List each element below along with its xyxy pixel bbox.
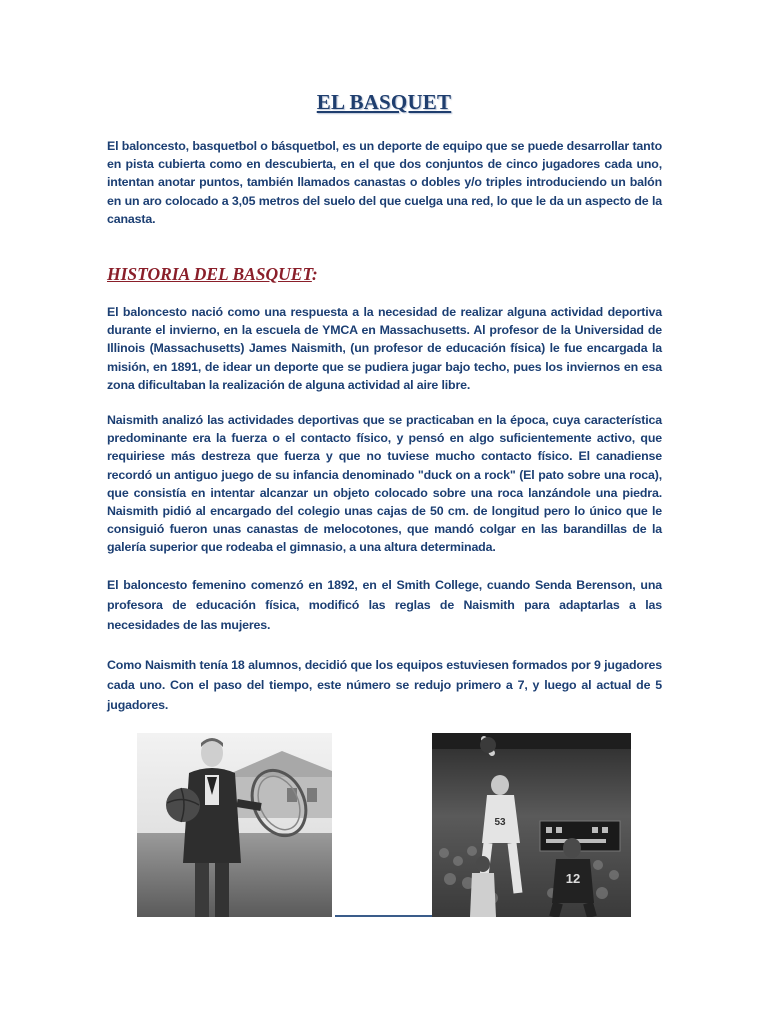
- game-photo-image: [432, 733, 631, 917]
- image-divider-line: [335, 915, 432, 917]
- history-paragraph-2: Naismith analizó las actividades deportivas que se practicaban en la época, cuya característica predominante era la fuerza o el contacto físico, y pensó en algo suficientemente activo, que requiriese más destreza que fuerza y que no tuviese mucho contacto físico. El canadiense recordó un antiguo juego de su infancia denominado "duck on a rock" (El pato sobre una roca), que consistía en intentar alcanzar un objeto colocado sobre una roca lanzándole una piedra. Naismith pidió al encargado del colegio unas cajas de 50 cm. de longitud pero lo único que le consiguió fueron unas canastas de melocotones, que mandó colgar en las barandillas de la galería superior que rodeaba el gimnasio, a una altura determinada.: [107, 413, 662, 555]
- history-heading: [107, 264, 318, 285]
- history-paragraph-4: Como Naismith tenía 18 alumnos, decidió que los equipos estuviesen formados por 9 jugadores cada uno. Con el paso del tiempo, este número se redujo primero a 7, y luego al actual de 5 jugadores.: [107, 658, 662, 712]
- history-heading-text: HISTORIA DEL BASQUET: [107, 264, 312, 284]
- history-paragraph-3: El baloncesto femenino comenzó en 1892, en el Smith College, cuando Senda Berenson, una profesora de educación física, modificó las reglas de Naismith para adaptarlas a las necesidades de las mujeres.: [107, 578, 662, 632]
- history-heading-colon: :: [311, 264, 318, 284]
- jersey-number: 12: [565, 871, 581, 886]
- svg-text:53: 53: [494, 817, 506, 828]
- history-paragraph-1: El baloncesto nació como una respuesta a la necesidad de realizar alguna actividad deportiva durante el invierno, en la escuela de YMCA en Massachusetts. Al profesor de la Universidad de Illinois (Massachusetts) James Naismith, (un profesor de educación física) le fue encargada la misión, en 1891, de idear un deporte que se pudiera jugar bajo techo, pues los inviernos en esa zona dificultaban la realización de alguna actividad al aire libre.: [107, 305, 662, 392]
- document-title: EL BASQUET: [316, 90, 452, 114]
- naismith-photo-image: [137, 733, 332, 917]
- intro-paragraph: El baloncesto, basquetbol o básquetbol, es un deporte de equipo que se puede desarrollar tanto en pista cubierta como en descubierta, en el que dos conjuntos de cinco jugadores cada uno, intentan anotar puntos, también llamados canastas o dobles y/o triples introduciendo un balón en un aro colocado a 3,05 metros del suelo del que cuelga una red, lo que le da un aspecto de la canasta.: [107, 139, 662, 226]
- game-photo: [432, 733, 631, 917]
- naismith-photo: [137, 733, 332, 917]
